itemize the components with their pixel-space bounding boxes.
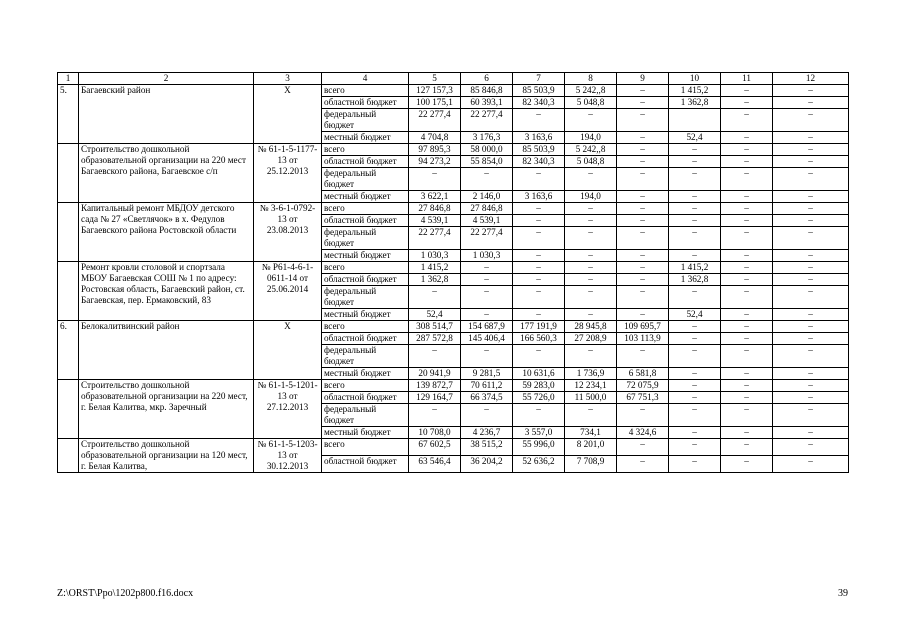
amount-cell: 103 113,9 (617, 333, 669, 345)
amount-cell: – (565, 345, 617, 368)
amount-cell: – (721, 85, 773, 97)
amount-cell: 52,4 (669, 309, 721, 321)
amount-cell: 10 708,0 (409, 427, 461, 439)
amount-cell: – (773, 132, 849, 144)
amount-cell: 5 242,,8 (565, 144, 617, 156)
table-row (58, 262, 849, 274)
amount-cell: 7 708,9 (565, 456, 617, 473)
table-row (58, 321, 849, 333)
amount-cell: 734,1 (565, 427, 617, 439)
amount-cell: – (669, 203, 721, 215)
column-number: 1 (58, 73, 79, 85)
amount-cell: – (721, 250, 773, 262)
column-number: 12 (773, 73, 849, 85)
amount-cell: – (669, 144, 721, 156)
column-number: 9 (617, 73, 669, 85)
row-number: 6. (58, 321, 79, 380)
amount-cell: – (513, 286, 565, 309)
amount-cell: – (513, 250, 565, 262)
funding-source: федеральный бюджет (322, 168, 409, 191)
column-number: 8 (565, 73, 617, 85)
amount-cell: – (461, 309, 513, 321)
amount-cell: – (669, 392, 721, 404)
amount-cell: – (773, 156, 849, 168)
amount-cell: – (721, 404, 773, 427)
amount-cell: 12 234,1 (565, 380, 617, 392)
amount-cell: – (721, 156, 773, 168)
funding-source: всего (322, 144, 409, 156)
amount-cell: 194,0 (565, 191, 617, 203)
amount-cell: – (773, 262, 849, 274)
amount-cell: 4 236,7 (461, 427, 513, 439)
amount-cell: 2 146,0 (461, 191, 513, 203)
amount-cell: – (721, 427, 773, 439)
amount-cell: – (617, 345, 669, 368)
amount-cell: 109 695,7 (617, 321, 669, 333)
amount-cell: 52,4 (409, 309, 461, 321)
amount-cell: 287 572,8 (409, 333, 461, 345)
object-name: Капитальный ремонт МБДОУ детского сада № 27 «Светлячок» в х. Федулов Багаевского района Ростовской области (79, 203, 254, 262)
amount-cell: – (461, 168, 513, 191)
amount-cell: 100 175,1 (409, 97, 461, 109)
amount-cell: – (669, 191, 721, 203)
amount-cell: 55 854,0 (461, 156, 513, 168)
amount-cell: – (721, 456, 773, 473)
amount-cell: 8 201,0 (565, 439, 617, 456)
amount-cell: – (513, 203, 565, 215)
amount-cell: 28 945,8 (565, 321, 617, 333)
amount-cell: – (461, 262, 513, 274)
amount-cell: – (617, 250, 669, 262)
amount-cell: – (773, 191, 849, 203)
amount-cell: – (409, 168, 461, 191)
funding-source: всего (322, 203, 409, 215)
amount-cell: 36 204,2 (461, 456, 513, 473)
amount-cell: – (513, 345, 565, 368)
amount-cell: – (669, 321, 721, 333)
amount-cell: 5 242,,8 (565, 85, 617, 97)
amount-cell: – (617, 262, 669, 274)
amount-cell: – (669, 215, 721, 227)
amount-cell: – (565, 262, 617, 274)
amount-cell: 55 996,0 (513, 439, 565, 456)
document-reference: № 61-1-5-1203-13 от 30.12.2013 (254, 439, 322, 473)
amount-cell: – (669, 333, 721, 345)
amount-cell: – (669, 427, 721, 439)
amount-cell: – (617, 215, 669, 227)
document-reference: № 3-6-1-0792-13 от 23.08.2013 (254, 203, 322, 262)
amount-cell: – (721, 191, 773, 203)
amount-cell: – (565, 227, 617, 250)
amount-cell: – (669, 439, 721, 456)
amount-cell: – (669, 456, 721, 473)
table-row (58, 439, 849, 456)
amount-cell: 27 208,9 (565, 333, 617, 345)
column-number: 5 (409, 73, 461, 85)
amount-cell: – (617, 191, 669, 203)
amount-cell: – (721, 274, 773, 286)
amount-cell: – (461, 286, 513, 309)
funding-source: федеральный бюджет (322, 345, 409, 368)
amount-cell: – (669, 404, 721, 427)
amount-cell: 67 602,5 (409, 439, 461, 456)
amount-cell: 11 500,0 (565, 392, 617, 404)
amount-cell: – (773, 85, 849, 97)
amount-cell: – (773, 250, 849, 262)
amount-cell: – (409, 345, 461, 368)
amount-cell: – (669, 286, 721, 309)
object-name: Белокалитвинский район (79, 321, 254, 380)
amount-cell: – (565, 168, 617, 191)
amount-cell: 139 872,7 (409, 380, 461, 392)
amount-cell: 9 281,5 (461, 368, 513, 380)
amount-cell: – (617, 203, 669, 215)
amount-cell: – (565, 250, 617, 262)
amount-cell: – (721, 321, 773, 333)
funding-source: всего (322, 85, 409, 97)
amount-cell: 72 075,9 (617, 380, 669, 392)
amount-cell: 59 283,0 (513, 380, 565, 392)
amount-cell: 3 163,6 (513, 132, 565, 144)
amount-cell: 67 751,3 (617, 392, 669, 404)
amount-cell: – (721, 368, 773, 380)
row-number: 5. (58, 85, 79, 144)
amount-cell: – (773, 333, 849, 345)
table-row (58, 144, 849, 156)
amount-cell: 129 164,7 (409, 392, 461, 404)
column-number: 6 (461, 73, 513, 85)
amount-cell: – (461, 345, 513, 368)
funding-source: федеральный бюджет (322, 109, 409, 132)
amount-cell: 145 406,4 (461, 333, 513, 345)
amount-cell: – (513, 109, 565, 132)
amount-cell: – (773, 309, 849, 321)
amount-cell: 1 362,8 (409, 274, 461, 286)
amount-cell: – (773, 345, 849, 368)
amount-cell: – (773, 144, 849, 156)
amount-cell: – (617, 144, 669, 156)
funding-source: местный бюджет (322, 309, 409, 321)
amount-cell: – (721, 345, 773, 368)
document-reference: Х (254, 321, 322, 380)
amount-cell: – (513, 215, 565, 227)
amount-cell: – (513, 168, 565, 191)
table-row (58, 85, 849, 97)
amount-cell: – (669, 368, 721, 380)
amount-cell: 85 846,8 (461, 85, 513, 97)
amount-cell: 10 631,6 (513, 368, 565, 380)
amount-cell: 94 273,2 (409, 156, 461, 168)
funding-source: местный бюджет (322, 191, 409, 203)
amount-cell: – (617, 132, 669, 144)
amount-cell: 1 030,3 (461, 250, 513, 262)
document-reference: № 61-1-5-1177-13 от 25.12.2013 (254, 144, 322, 203)
object-name: Ремонт кровли столовой и спортзала МБОУ Багаевская СОШ № 1 по адресу: Ростовская область, Багаевский район, ст. Багаевская, пер. Ермаковский, 83 (79, 262, 254, 321)
amount-cell: 27 846,8 (409, 203, 461, 215)
amount-cell: 166 560,3 (513, 333, 565, 345)
amount-cell: – (617, 286, 669, 309)
amount-cell: 127 157,3 (409, 85, 461, 97)
column-number: 4 (322, 73, 409, 85)
amount-cell: 97 895,3 (409, 144, 461, 156)
amount-cell: 1 030,3 (409, 250, 461, 262)
amount-cell: – (669, 168, 721, 191)
table-row (58, 380, 849, 392)
amount-cell: 1 415,2 (669, 262, 721, 274)
funding-source: областной бюджет (322, 456, 409, 473)
amount-cell: – (773, 274, 849, 286)
amount-cell: 22 277,4 (409, 109, 461, 132)
amount-cell: – (773, 427, 849, 439)
amount-cell: – (773, 404, 849, 427)
amount-cell: – (513, 227, 565, 250)
amount-cell: – (669, 345, 721, 368)
amount-cell: 1 736,9 (565, 368, 617, 380)
row-number (58, 380, 79, 439)
amount-cell: 3 622,1 (409, 191, 461, 203)
amount-cell: – (461, 274, 513, 286)
amount-cell: – (565, 286, 617, 309)
row-number (58, 144, 79, 203)
amount-cell: – (669, 156, 721, 168)
amount-cell: – (513, 274, 565, 286)
amount-cell: – (721, 380, 773, 392)
amount-cell: – (773, 321, 849, 333)
object-name: Багаевский район (79, 85, 254, 144)
amount-cell: 6 581,8 (617, 368, 669, 380)
amount-cell: – (617, 227, 669, 250)
amount-cell: – (773, 109, 849, 132)
amount-cell: 5 048,8 (565, 156, 617, 168)
table-row (58, 203, 849, 215)
amount-cell: – (617, 309, 669, 321)
amount-cell: – (721, 309, 773, 321)
amount-cell: 3 557,0 (513, 427, 565, 439)
amount-cell: – (409, 404, 461, 427)
amount-cell: – (721, 109, 773, 132)
amount-cell: 58 000,0 (461, 144, 513, 156)
document-reference: Х (254, 85, 322, 144)
amount-cell: – (721, 144, 773, 156)
amount-cell: – (773, 227, 849, 250)
funding-source: областной бюджет (322, 392, 409, 404)
amount-cell: – (669, 227, 721, 250)
amount-cell: 22 277,4 (409, 227, 461, 250)
amount-cell: 52 636,2 (513, 456, 565, 473)
funding-source: местный бюджет (322, 250, 409, 262)
amount-cell: 27 846,8 (461, 203, 513, 215)
funding-source: областной бюджет (322, 333, 409, 345)
amount-cell: 154 687,9 (461, 321, 513, 333)
funding-source: областной бюджет (322, 156, 409, 168)
amount-cell: – (773, 380, 849, 392)
amount-cell: – (617, 456, 669, 473)
object-name: Строительство дошкольной образовательной организации на 120 мест, г. Белая Калитва, (79, 439, 254, 473)
row-number (58, 439, 79, 473)
amount-cell: 3 176,3 (461, 132, 513, 144)
amount-cell: 52,4 (669, 132, 721, 144)
amount-cell: 4 324,6 (617, 427, 669, 439)
document-reference: № 61-1-5-1201-13 от 27.12.2013 (254, 380, 322, 439)
amount-cell: 66 374,5 (461, 392, 513, 404)
amount-cell: – (773, 439, 849, 456)
amount-cell: – (669, 380, 721, 392)
amount-cell: – (513, 404, 565, 427)
funding-source: местный бюджет (322, 132, 409, 144)
amount-cell: 60 393,1 (461, 97, 513, 109)
amount-cell: 3 163,6 (513, 191, 565, 203)
amount-cell: – (617, 274, 669, 286)
amount-cell: – (409, 286, 461, 309)
amount-cell: 4 539,1 (409, 215, 461, 227)
funding-source: всего (322, 321, 409, 333)
amount-cell: 82 340,3 (513, 156, 565, 168)
amount-cell: – (617, 156, 669, 168)
amount-cell: 1 362,8 (669, 97, 721, 109)
amount-cell: – (617, 109, 669, 132)
funding-source: всего (322, 439, 409, 456)
amount-cell: – (461, 404, 513, 427)
amount-cell: – (773, 368, 849, 380)
amount-cell: – (565, 404, 617, 427)
amount-cell: 177 191,9 (513, 321, 565, 333)
column-number: 2 (79, 73, 254, 85)
amount-cell: – (721, 168, 773, 191)
amount-cell: – (565, 109, 617, 132)
amount-cell: – (773, 392, 849, 404)
amount-cell: 85 503,9 (513, 85, 565, 97)
page-number: 39 (838, 588, 848, 599)
funding-source: местный бюджет (322, 427, 409, 439)
amount-cell: 20 941,9 (409, 368, 461, 380)
amount-cell: – (721, 203, 773, 215)
amount-cell: 4 539,1 (461, 215, 513, 227)
amount-cell: – (565, 203, 617, 215)
amount-cell: – (773, 97, 849, 109)
amount-cell: – (773, 286, 849, 309)
amount-cell: 5 048,8 (565, 97, 617, 109)
amount-cell: – (617, 404, 669, 427)
amount-cell: 55 726,0 (513, 392, 565, 404)
funding-source: областной бюджет (322, 215, 409, 227)
column-number: 11 (721, 73, 773, 85)
amount-cell: 1 362,8 (669, 274, 721, 286)
amount-cell: – (773, 456, 849, 473)
amount-cell: – (721, 227, 773, 250)
funding-source: всего (322, 380, 409, 392)
column-number: 7 (513, 73, 565, 85)
amount-cell: – (721, 286, 773, 309)
amount-cell: 85 503,9 (513, 144, 565, 156)
funding-source: федеральный бюджет (322, 286, 409, 309)
amount-cell: – (617, 168, 669, 191)
amount-cell: 22 277,4 (461, 109, 513, 132)
amount-cell: – (617, 97, 669, 109)
amount-cell: 194,0 (565, 132, 617, 144)
amount-cell: 1 415,2 (409, 262, 461, 274)
funding-source: областной бюджет (322, 274, 409, 286)
funding-source: федеральный бюджет (322, 227, 409, 250)
amount-cell: – (565, 309, 617, 321)
amount-cell: – (617, 85, 669, 97)
amount-cell: 82 340,3 (513, 97, 565, 109)
amount-cell: – (513, 262, 565, 274)
row-number (58, 203, 79, 262)
object-name: Строительство дошкольной образовательной организации на 220 мест, г. Белая Калитва, мкр. Заречный (79, 380, 254, 439)
amount-cell: – (565, 274, 617, 286)
row-number (58, 262, 79, 321)
document-reference: № Р61-4-6-1-0611-14 от 25.06.2014 (254, 262, 322, 321)
amount-cell: 63 546,4 (409, 456, 461, 473)
object-name: Строительство дошкольной образовательной организации на 220 мест Багаевского района, Багаевское с/п (79, 144, 254, 203)
amount-cell: – (669, 250, 721, 262)
amount-cell: 308 514,7 (409, 321, 461, 333)
amount-cell: – (513, 309, 565, 321)
amount-cell: – (721, 262, 773, 274)
funding-source: всего (322, 262, 409, 274)
amount-cell: – (617, 439, 669, 456)
funding-source: областной бюджет (322, 97, 409, 109)
file-path: Z:\ORST\Ppo\1202p800.f16.docx (57, 588, 194, 599)
amount-cell: – (773, 203, 849, 215)
amount-cell: – (773, 215, 849, 227)
amount-cell: – (721, 97, 773, 109)
amount-cell: 22 277,4 (461, 227, 513, 250)
funding-source: местный бюджет (322, 368, 409, 380)
amount-cell: – (721, 392, 773, 404)
column-number: 10 (669, 73, 721, 85)
amount-cell: – (565, 215, 617, 227)
amount-cell (669, 109, 721, 132)
budget-table (57, 72, 849, 473)
amount-cell: – (721, 215, 773, 227)
amount-cell: – (721, 439, 773, 456)
amount-cell: 38 515,2 (461, 439, 513, 456)
amount-cell: – (721, 132, 773, 144)
amount-cell: 4 704,8 (409, 132, 461, 144)
funding-source: федеральный бюджет (322, 404, 409, 427)
amount-cell: 70 611,2 (461, 380, 513, 392)
amount-cell: – (721, 333, 773, 345)
amount-cell: 1 415,2 (669, 85, 721, 97)
amount-cell: – (773, 168, 849, 191)
column-number-row (58, 73, 849, 85)
column-number: 3 (254, 73, 322, 85)
